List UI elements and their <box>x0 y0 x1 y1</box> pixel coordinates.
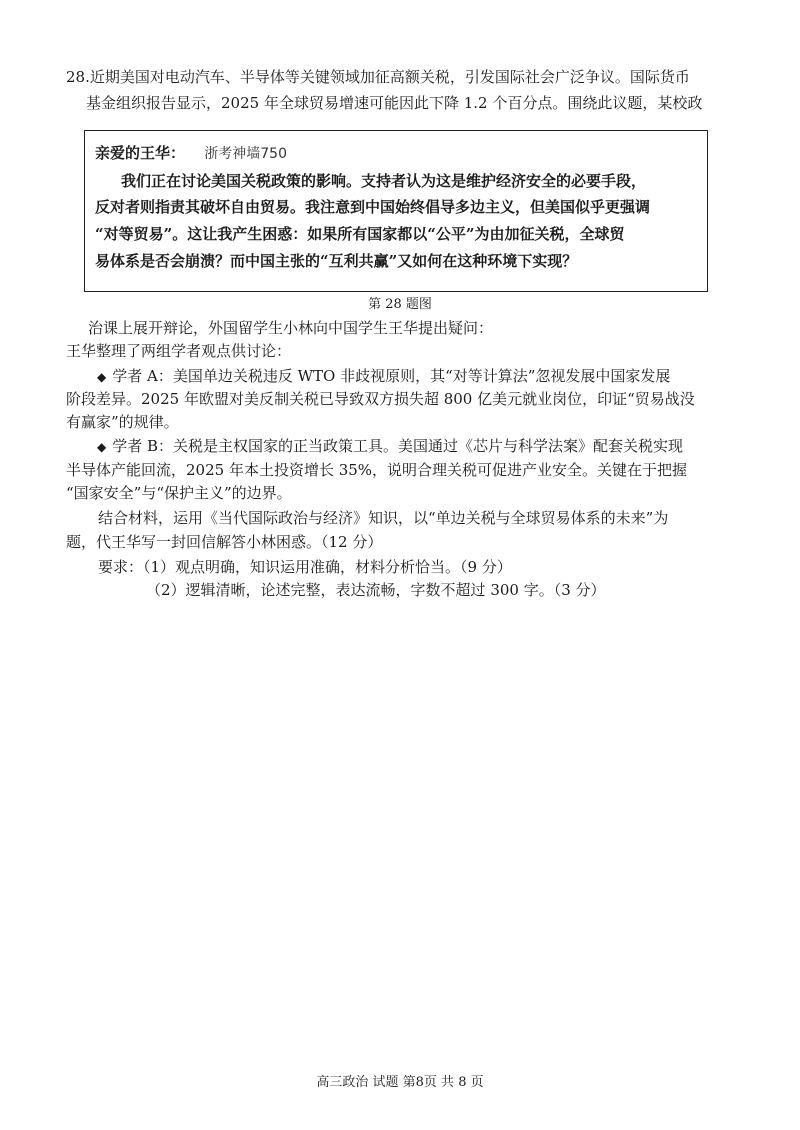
scholar-a-line-3: 有赢家”的规律。 <box>66 413 179 431</box>
scholar-b-text-1: 学者 B：关税是主权国家的正当政策工具。美国通过《芯片与科学法案》配套关税实现 <box>112 437 684 455</box>
context-line-1: 治课上展开辩论，外国留学生小林向中国学生王华提出疑问： <box>88 319 494 337</box>
question-intro-line-1: 28.近期美国对电动汽车、半导体等关键领域加征高额关税，引发国际社会广泛争议。国际货币 <box>66 68 690 86</box>
requirement-1: 要求：（1）观点明确，知识运用准确，材料分析恰当。（9 分） <box>98 558 512 576</box>
task-line-1: 结合材料，运用《当代国际政治与经济》知识，以“单边关税与全球贸易体系的未来”为 <box>98 509 669 527</box>
letter-salutation <box>95 143 287 164</box>
diamond-bullet-icon: ◆ <box>97 370 107 384</box>
scholar-b-line-2: 半导体产能回流，2025 年本土投资增长 35%，说明合理关税可促进产业安全。关键在于把握 <box>66 461 688 479</box>
context-line-2: 王华整理了两组学者观点供讨论： <box>66 342 292 360</box>
letter-box <box>84 130 708 292</box>
page-footer: 高三政治 试题 第8页 共 8 页 <box>316 1075 484 1090</box>
task-line-2: 题，代王华写一封回信解答小林困惑。（12 分） <box>66 533 383 551</box>
letter-line-1: 我们正在讨论美国关税政策的影响。支持者认为这是维护经济安全的必要手段， <box>121 172 647 190</box>
diamond-bullet-icon: ◆ <box>97 440 107 454</box>
scholar-b-line-1 <box>97 436 683 457</box>
scholar-a-line-2: 阶段差异。2025 年欧盟对美反制关税已导致双方损失超 800 亿美元就业岗位，印证“贸易战没 <box>66 390 695 408</box>
letter-line-2: 反对者则指责其破坏自由贸易。我注意到中国始终倡导多边主义，但美国似乎更强调 <box>95 198 651 216</box>
scholar-b-line-3: “国家安全”与“保护主义”的边界。 <box>66 484 292 502</box>
salutation-text: 亲爱的王华： <box>95 144 186 162</box>
figure-caption: 第 28 题图 <box>368 297 432 312</box>
letter-line-4: 易体系是否会崩溃？而中国主张的“互利共赢”又如何在这种环境下实现？ <box>95 252 578 270</box>
letter-line-3: “对等贸易”。这让我产生困惑：如果所有国家都以“公平”为由加征关税，全球贸 <box>95 225 625 243</box>
scholar-a-line-1 <box>97 366 670 387</box>
watermark-text: 浙考神墙750 <box>204 146 287 162</box>
scholar-a-text-1: 学者 A：美国单边关税违反 WTO 非歧视原则，其“对等计算法”忽视发展中国家发展 <box>112 367 671 385</box>
requirement-2: （2）逻辑清晰，论述完整，表达流畅，字数不超过 300 字。（3 分） <box>146 581 606 599</box>
question-intro-line-2: 基金组织报告显示，2025 年全球贸易增速可能因此下降 1.2 个百分点。围绕此议题，某校政 <box>86 94 703 112</box>
